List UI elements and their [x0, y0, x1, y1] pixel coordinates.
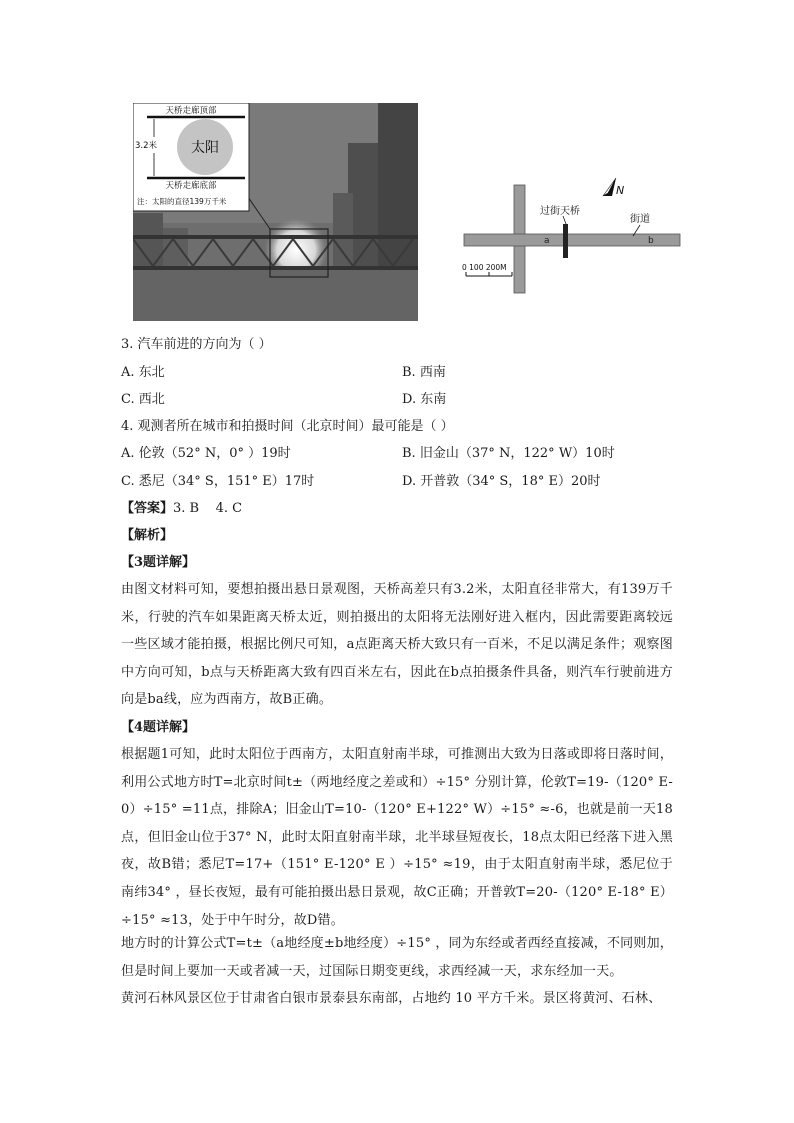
sun-label: 太阳	[191, 140, 219, 156]
detail-4-text: 根据题1可知，此时太阳位于西南方，太阳直射南半球，可推测出大致为日落或即将日落时间，利用公式地方时T=北京时间t±（两地经度之差或和）÷15° 分别计算，伦敦T=19-（120° E-0）÷15° =11点，排除A；旧金山T=10-（120° E+122° W）÷15° ≈-6，也就是前一天18点，但旧金山位于37° N，此时太阳直射南半球，北半球昼短夜长，18点太阳已经落下进入黑夜，故B错；悉尼T=17+（151° E-120° E ）÷15° ≈19，由于太阳直射南半球，悉尼位于南纬34° ，昼长夜短，最有可能拍摄出悬日景观，故C正确；开普敦T=20-（120° E-18° E）÷15° ≈13，处于中午时分，故D错。	[121, 747, 673, 928]
answer-text: 3. B 4. C	[173, 501, 243, 516]
sun-note: 注：太阳的直径139万千米	[137, 197, 227, 206]
q3-option-d: D. 东南	[402, 392, 447, 407]
height-label: 3.2米	[135, 141, 158, 151]
q4-option-a: A. 伦敦（52° N，0° ）19时	[121, 446, 291, 461]
q4-option-d: D. 开普敦（34° S，18° E）20时	[402, 474, 601, 489]
street-map	[440, 100, 690, 325]
skybridge-marker	[563, 224, 568, 258]
street-label: 街道	[630, 214, 650, 225]
north-arrow-icon	[603, 178, 616, 196]
scale-bar	[466, 272, 512, 276]
detail-3-text: 由图文材料可知，要想拍摄出悬日景观图，天桥高差只有3.2米，太阳直径非常大，有139万千米，行驶的汽车如果距离天桥太近，则拍摄出的太阳将无法刚好进入框内，因此需要距离较远一些区域才能拍摄，根据比例尺可知，a点距离天桥大致只有一百米，不足以满足条件；观察图中方向可知，b点与天桥距离大致有四百米左右，因此在b点拍摄条件具备，则汽车行驶前进方向是ba线，应为西南方，故B正确。	[121, 582, 673, 708]
point-a-label: a	[544, 236, 550, 246]
q3-option-c: C. 西北	[121, 392, 165, 407]
corridor-top-label: 天桥走廊顶部	[165, 106, 217, 116]
detail-3-heading: 【3题详解】	[121, 555, 196, 570]
q4-option-c: C. 悉尼（34° S，151° E）17时	[121, 474, 315, 489]
north-label: N	[616, 184, 625, 197]
formula-paragraph: 地方时的计算公式T=t±（a地经度±b地经度）÷15° ，同为东经或者西经直接减，不同则加，但是时间上要加一天或者减一天，过国际日期变更线，求西经减一天，求东经加一天。	[121, 936, 673, 979]
analysis-heading: 【解析】	[121, 528, 174, 543]
question-4-stem: 4. 观测者所在城市和拍摄时间（北京时间）最可能是（ ）	[121, 419, 454, 434]
detail-4-heading: 【4题详解】	[121, 720, 196, 735]
question-3-stem: 3. 汽车前进的方向为（ ）	[121, 337, 272, 352]
q4-option-b: B. 旧金山（37° N，122° W）10时	[402, 446, 615, 461]
point-b-label: b	[648, 236, 654, 246]
skybridge-sunset-photo	[133, 103, 418, 321]
corridor-bottom-label: 天桥走廊底部	[165, 181, 217, 191]
answer-line	[121, 495, 681, 522]
scale-label: 0 100 200M	[462, 263, 507, 272]
answer-label: 【答案】	[121, 501, 174, 516]
q3-option-b: B. 西南	[402, 365, 446, 380]
bridge-label: 过街天桥	[540, 206, 580, 217]
q3-option-a: A. 东北	[121, 365, 165, 380]
next-paragraph: 黄河石林风景区位于甘肃省白银市景泰县东南部，占地约 10 平方千米。景区将黄河、石林、	[121, 991, 662, 1006]
